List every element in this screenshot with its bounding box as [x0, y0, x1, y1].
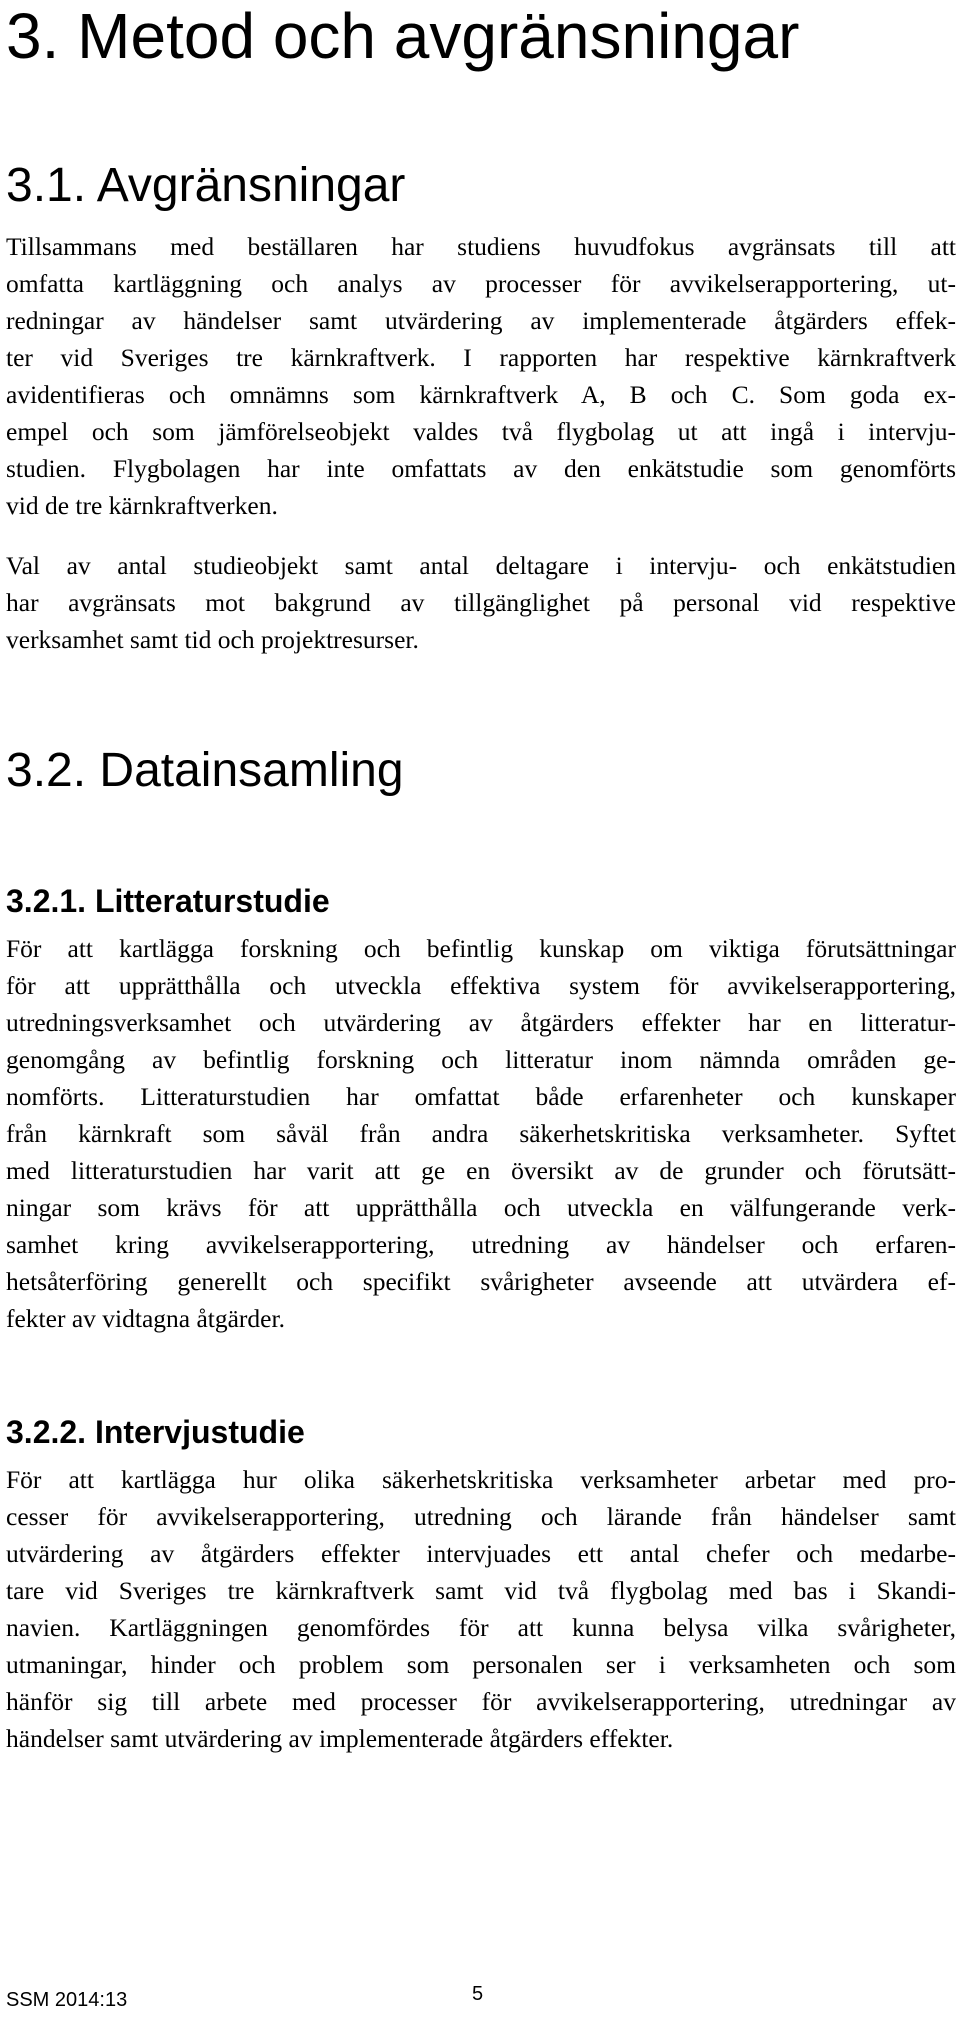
text-line: utredningsverksamhet och utvärdering av åtgärders effekter har en litteratur- — [6, 1008, 956, 1037]
text-line: För att kartlägga forskning och befintlig kunskap om viktiga förutsättningar — [6, 934, 956, 963]
chapter-title: 3. Metod och avgränsningar — [6, 0, 800, 72]
text-line: vid de tre kärnkraftverken. — [6, 491, 278, 520]
text-line: studien. Flygbolagen har inte omfattats av den enkätstudie som genomförts — [6, 454, 956, 483]
text-line: hetsåterföring generellt och specifikt svårigheter avseende att utvärdera ef- — [6, 1267, 956, 1296]
text-line: verksamhet samt tid och projektresurser. — [6, 625, 419, 654]
text-line: Tillsammans med beställaren har studiens huvudfokus avgränsats till att — [6, 232, 956, 261]
text-line: Val av antal studieobjekt samt antal deltagare i intervju- och enkätstudien — [6, 551, 956, 580]
paragraph-litteraturstudie — [6, 930, 956, 1337]
text-line: genomgång av befintlig forskning och litteratur inom nämnda områden ge- — [6, 1045, 956, 1074]
text-line: samhet kring avvikelserapportering, utredning av händelser och erfaren- — [6, 1230, 956, 1259]
text-line: från kärnkraft som såväl från andra säkerhetskritiska verksamheter. Syftet — [6, 1119, 956, 1148]
text-line: navien. Kartläggningen genomfördes för att kunna belysa vilka svårigheter, — [6, 1613, 956, 1642]
text-line: cesser för avvikelserapportering, utredning och lärande från händelser samt — [6, 1502, 956, 1531]
text-line: hänför sig till arbete med processer för avvikelserapportering, utredningar av — [6, 1687, 956, 1716]
text-line: avidentifieras och omnämns som kärnkraftverk A, B och C. Som goda ex- — [6, 380, 956, 409]
section-heading-3-2: 3.2. Datainsamling — [6, 744, 404, 797]
subsection-heading-3-2-2: 3.2.2. Intervjustudie — [6, 1414, 305, 1450]
text-line: fekter av vidtagna åtgärder. — [6, 1304, 285, 1333]
paragraph-intervjustudie — [6, 1461, 956, 1757]
text-line: händelser samt utvärdering av implementerade åtgärders effekter. — [6, 1724, 674, 1753]
text-line: För att kartlägga hur olika säkerhetskritiska verksamheter arbetar med pro- — [6, 1465, 956, 1494]
paragraph-avgransningar-2 — [6, 547, 956, 658]
text-line: har avgränsats mot bakgrund av tillgänglighet på personal vid respektive — [6, 588, 956, 617]
text-line: nomförts. Litteraturstudien har omfattat både erfarenheter och kunskaper — [6, 1082, 956, 1111]
text-line: för att upprätthålla och utveckla effektiva system för avvikelserapportering, — [6, 971, 956, 1000]
text-line: omfatta kartläggning och analys av processer för avvikelserapportering, ut- — [6, 269, 956, 298]
footer-page-number: 5 — [472, 1983, 484, 2005]
text-line: med litteraturstudien har varit att ge en översikt av de grunder och förutsätt- — [6, 1156, 956, 1185]
text-line: redningar av händelser samt utvärdering av implementerade åtgärders effek- — [6, 306, 956, 335]
paragraph-avgransningar-1 — [6, 228, 956, 524]
subsection-heading-3-2-1: 3.2.1. Litteraturstudie — [6, 883, 330, 919]
text-line: tare vid Sveriges tre kärnkraftverk samt vid två flygbolag med bas i Skandi- — [6, 1576, 956, 1605]
text-line: ter vid Sveriges tre kärnkraftverk. I rapporten har respektive kärnkraftverk — [6, 343, 956, 372]
text-line: empel och som jämförelseobjekt valdes två flygbolag ut att ingå i intervju- — [6, 417, 956, 446]
text-line: utmaningar, hinder och problem som personalen ser i verksamheten och som — [6, 1650, 956, 1679]
text-line: utvärdering av åtgärders effekter intervjuades ett antal chefer och medarbe- — [6, 1539, 956, 1568]
section-heading-3-1: 3.1. Avgränsningar — [6, 159, 406, 212]
text-line: ningar som krävs för att upprätthålla och utveckla en välfungerande verk- — [6, 1193, 956, 1222]
footer-report-id: SSM 2014:13 — [6, 1989, 128, 2011]
